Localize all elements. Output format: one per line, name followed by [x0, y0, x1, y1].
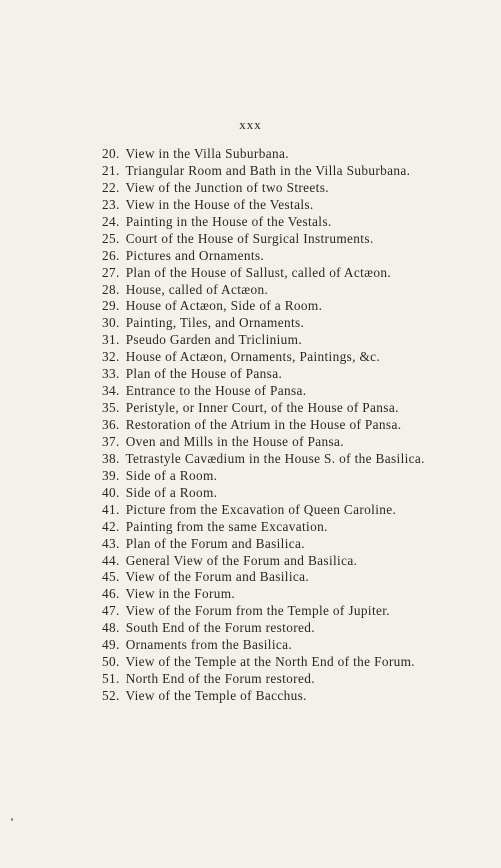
plate-title: Peristyle, or Inner Court, of the House of Pansa.: [125, 400, 399, 416]
plate-number: 51.: [102, 671, 120, 687]
plate-number: 52.: [102, 688, 120, 703]
plate-list-item: [102, 400, 425, 417]
plate-list-item: [102, 180, 425, 197]
plate-number: 28.: [102, 281, 120, 297]
plate-title: Triangular Room and Bath in the Villa Suburbana.: [125, 162, 411, 178]
plate-title: Oven and Mills in the House of Pansa.: [125, 433, 344, 449]
plate-list-item: [102, 553, 425, 570]
plate-number: 46.: [102, 586, 120, 602]
plate-list-item: [102, 383, 425, 400]
plate-number: 41.: [102, 501, 120, 517]
plate-number: 43.: [102, 535, 120, 551]
plate-number: 27.: [102, 264, 120, 280]
plate-list-item: [102, 688, 425, 705]
plate-number: 33.: [102, 366, 120, 382]
page-number: xxx: [239, 117, 262, 132]
plate-list-item: [102, 519, 425, 536]
plate-number: 38.: [102, 450, 120, 466]
plate-list-item: [102, 366, 425, 383]
plate-title: North End of the Forum restored.: [125, 671, 315, 687]
plate-list-item: [102, 536, 425, 553]
plate-title: Picture from the Excavation of Queen Caroline.: [125, 501, 397, 517]
plate-number: 29.: [102, 298, 120, 314]
plate-title: View of the Forum from the Temple of Jupiter.: [125, 603, 390, 619]
plate-number: 24.: [102, 213, 120, 229]
plate-title: South End of the Forum restored.: [125, 620, 315, 636]
plate-number: 25.: [102, 230, 120, 246]
plate-title: View of the Temple at the North End of the Forum.: [125, 654, 415, 670]
plate-number: 50.: [102, 654, 120, 670]
plate-list-item: [102, 332, 425, 349]
plate-title: View of the Temple of Bacchus.: [125, 688, 307, 703]
plate-list-item: [102, 417, 425, 434]
plate-title: Side of a Room.: [125, 484, 218, 500]
plate-title: Entrance to the House of Pansa.: [125, 383, 307, 399]
plate-number: 26.: [102, 247, 120, 263]
plate-title: Pictures and Ornaments.: [125, 247, 265, 263]
plate-list-item: [102, 231, 425, 248]
plate-list-item: [102, 586, 425, 603]
plate-list-item: [102, 451, 425, 468]
plate-title: Restoration of the Atrium in the House of Pansa.: [125, 417, 402, 432]
plate-title: View in the Forum.: [125, 586, 236, 602]
plate-list: [102, 146, 425, 705]
plate-title: Plan of the House of Sallust, called of Actæon.: [125, 264, 392, 280]
plate-number: 42.: [102, 518, 120, 534]
plate-number: 34.: [102, 383, 120, 399]
plate-number: 44.: [102, 552, 120, 568]
plate-list-item: [102, 349, 425, 366]
plate-number: 21.: [102, 162, 120, 178]
plate-number: 40.: [102, 484, 120, 500]
plate-list-item: [102, 434, 425, 451]
plate-list-item: [102, 637, 425, 654]
plate-list-item: [102, 163, 425, 180]
plate-list-item: [102, 146, 425, 163]
plate-number: 45.: [102, 569, 120, 585]
plate-list-item: [102, 248, 425, 265]
plate-list-item: [102, 282, 425, 299]
plate-list-item: [102, 654, 425, 671]
plate-list-item: [102, 485, 425, 502]
plate-number: 48.: [102, 620, 120, 636]
plate-title: General View of the Forum and Basilica.: [125, 552, 358, 568]
plate-title: View in the Villa Suburbana.: [125, 146, 289, 161]
plate-list-item: [102, 569, 425, 586]
plate-list-item: [102, 315, 425, 332]
plate-title: Side of a Room.: [125, 467, 218, 483]
plate-title: Plan of the House of Pansa.: [125, 366, 283, 382]
plate-number: 47.: [102, 603, 120, 619]
plate-list-item: [102, 468, 425, 485]
plate-title: Painting from the same Excavation.: [125, 518, 328, 534]
plate-number: 32.: [102, 349, 120, 365]
plate-title: Ornaments from the Basilica.: [125, 637, 293, 653]
plate-number: 31.: [102, 332, 120, 348]
plate-number: 30.: [102, 315, 120, 331]
plate-list-item: [102, 214, 425, 231]
plate-title: House, called of Actæon.: [125, 281, 269, 297]
plate-title: Painting in the House of the Vestals.: [125, 213, 332, 229]
plate-title: View in the House of the Vestals.: [125, 196, 314, 212]
paper-speck: [11, 818, 13, 821]
plate-list-item: [102, 197, 425, 214]
plate-title: Plan of the Forum and Basilica.: [125, 535, 305, 551]
plate-list-item: [102, 502, 425, 519]
plate-title: House of Actæon, Side of a Room.: [125, 298, 323, 314]
plate-number: 37.: [102, 433, 120, 449]
plate-list-item: [102, 671, 425, 688]
plate-title: View of the Forum and Basilica.: [125, 569, 310, 585]
plate-title: Tetrastyle Cavædium in the House S. of the Basilica.: [125, 450, 425, 466]
plate-number: 39.: [102, 467, 120, 483]
plate-title: Painting, Tiles, and Ornaments.: [125, 315, 305, 331]
plate-title: View of the Junction of two Streets.: [125, 179, 329, 195]
plate-number: 49.: [102, 637, 120, 653]
plate-list-item: [102, 298, 425, 315]
plate-number: 20.: [102, 146, 120, 161]
plate-title: House of Actæon, Ornaments, Paintings, &c.: [125, 349, 381, 365]
plate-list-item: [102, 603, 425, 620]
plate-list-item: [102, 620, 425, 637]
plate-number: 35.: [102, 400, 120, 416]
plate-number: 22.: [102, 179, 120, 195]
plate-list-item: [102, 265, 425, 282]
plate-number: 36.: [102, 417, 120, 432]
plate-title: Pseudo Garden and Triclinium.: [125, 332, 303, 348]
plate-number: 23.: [102, 196, 120, 212]
plate-title: Court of the House of Surgical Instruments.: [125, 230, 374, 246]
